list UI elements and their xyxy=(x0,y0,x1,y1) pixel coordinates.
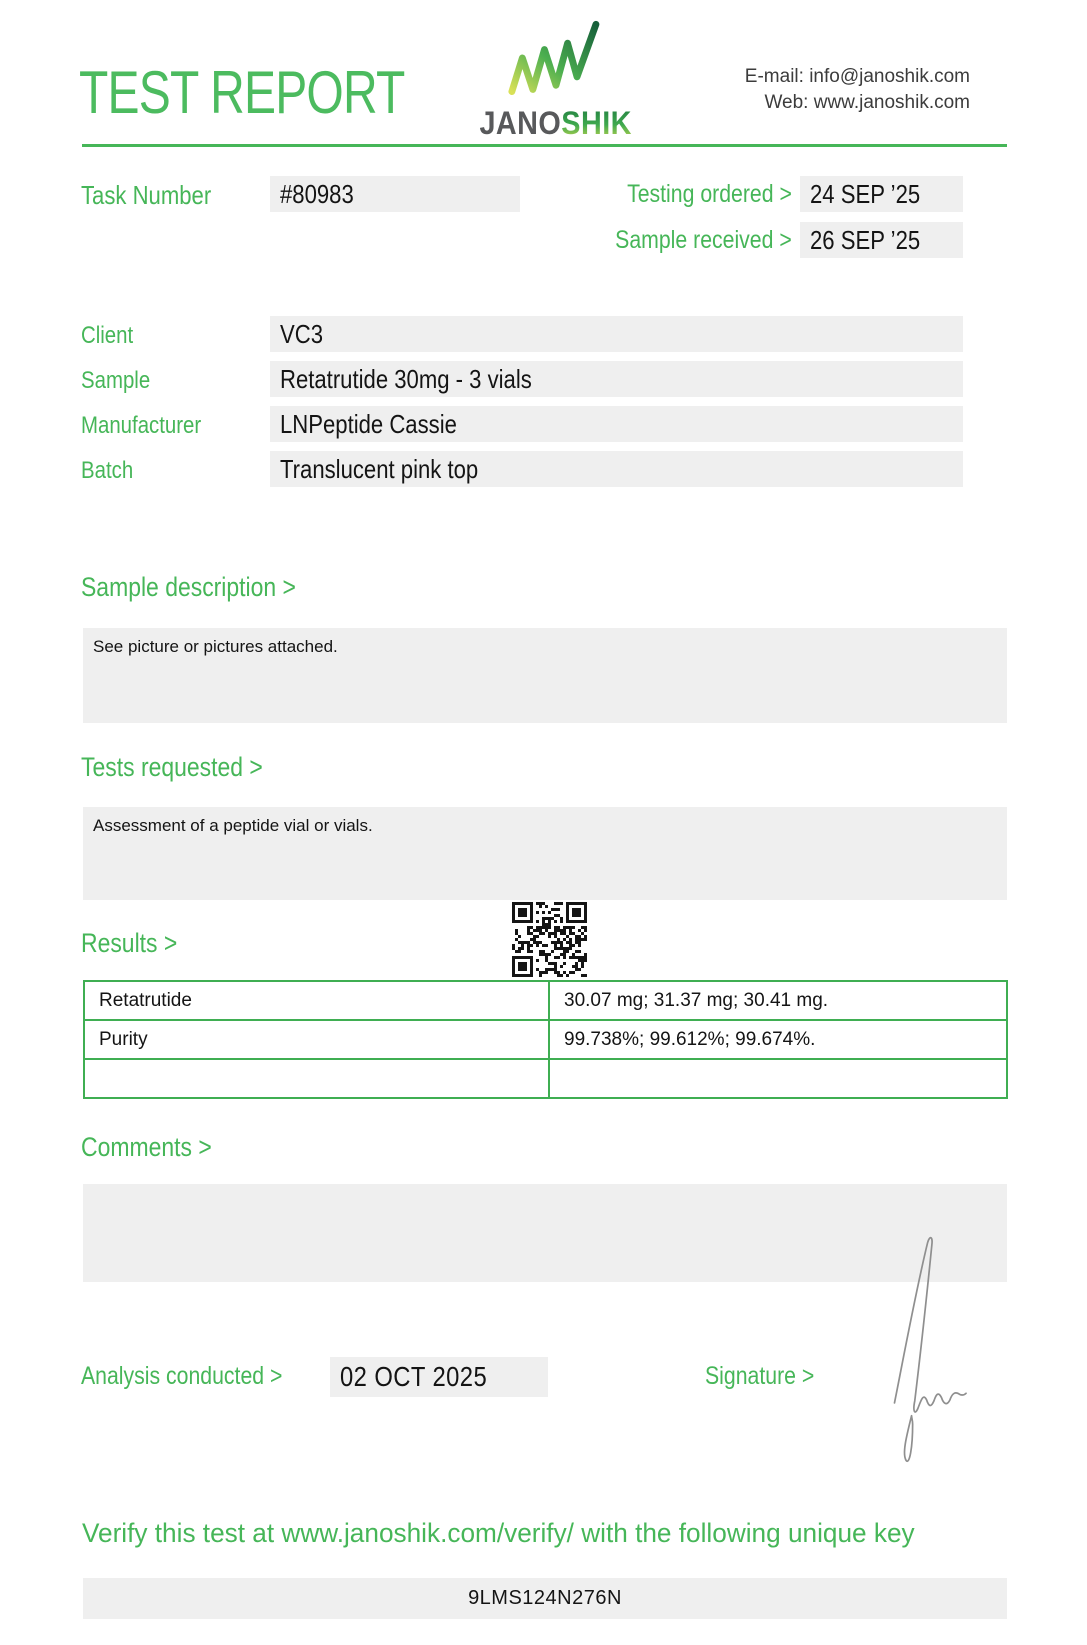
table-row xyxy=(84,1020,1007,1059)
sample-description-text: See picture or pictures attached. xyxy=(93,637,338,656)
result-value-cell: 30.07 mg; 31.37 mg; 30.41 mg. xyxy=(549,981,1007,1020)
result-name-cell: Retatrutide xyxy=(84,981,549,1020)
task-number-value: #80983 xyxy=(270,176,520,212)
header-divider xyxy=(82,144,1007,147)
unique-key-value: 9LMS124N276N xyxy=(83,1578,1007,1619)
client-value: VC3 xyxy=(270,316,963,352)
contact-email: E-mail: info@janoshik.com xyxy=(744,66,970,87)
contact-info xyxy=(745,64,970,116)
testing-ordered-value: 24 SEP ’25 xyxy=(800,176,963,212)
verify-instruction: Verify this test at www.janoshik.com/verify/ with the following unique key xyxy=(82,1518,915,1548)
sample-received-value: 26 SEP ’25 xyxy=(800,222,963,258)
results-heading: Results > xyxy=(81,928,178,958)
manufacturer-label: Manufacturer xyxy=(81,412,202,439)
manufacturer-value: LNPeptide Cassie xyxy=(270,406,963,442)
contact-web: Web: www.janoshik.com xyxy=(764,92,970,113)
comments-heading: Comments > xyxy=(81,1132,212,1162)
qr-code xyxy=(512,902,587,977)
analysis-date-value: 02 OCT 2025 xyxy=(330,1357,548,1397)
logo-text-jano: JANO xyxy=(479,105,562,141)
janoshik-logo xyxy=(448,18,663,142)
sample-label: Sample xyxy=(81,367,151,394)
growth-chart-icon xyxy=(501,18,611,100)
batch-value: Translucent pink top xyxy=(270,451,963,487)
table-row xyxy=(84,981,1007,1020)
batch-label: Batch xyxy=(81,457,134,484)
sample-received-label: Sample received > xyxy=(615,226,792,254)
results-table xyxy=(83,980,1008,1099)
sample-value: Retatrutide 30mg - 3 vials xyxy=(270,361,963,397)
page-title-text: TEST REPORT xyxy=(79,59,405,126)
result-value-cell xyxy=(549,1059,1007,1098)
testing-ordered-label: Testing ordered > xyxy=(627,180,792,208)
logo-wordmark xyxy=(479,105,631,142)
result-name-cell: Purity xyxy=(84,1020,549,1059)
client-label: Client xyxy=(81,322,134,349)
sample-description-box xyxy=(83,628,1007,723)
signature-image xyxy=(848,1232,973,1467)
tests-requested-text: Assessment of a peptide vial or vials. xyxy=(93,816,373,835)
logo-text-shik: SHIK xyxy=(561,105,632,141)
signature-label: Signature > xyxy=(705,1362,815,1390)
page-title xyxy=(79,58,486,127)
task-number-label: Task Number xyxy=(81,180,212,210)
tests-requested-heading: Tests requested > xyxy=(81,752,263,782)
analysis-conducted-label: Analysis conducted > xyxy=(81,1362,283,1390)
table-row xyxy=(84,1059,1007,1098)
result-value-cell: 99.738%; 99.612%; 99.674%. xyxy=(549,1020,1007,1059)
sample-description-heading: Sample description > xyxy=(81,572,296,602)
result-name-cell xyxy=(84,1059,549,1098)
tests-requested-box xyxy=(83,807,1007,900)
